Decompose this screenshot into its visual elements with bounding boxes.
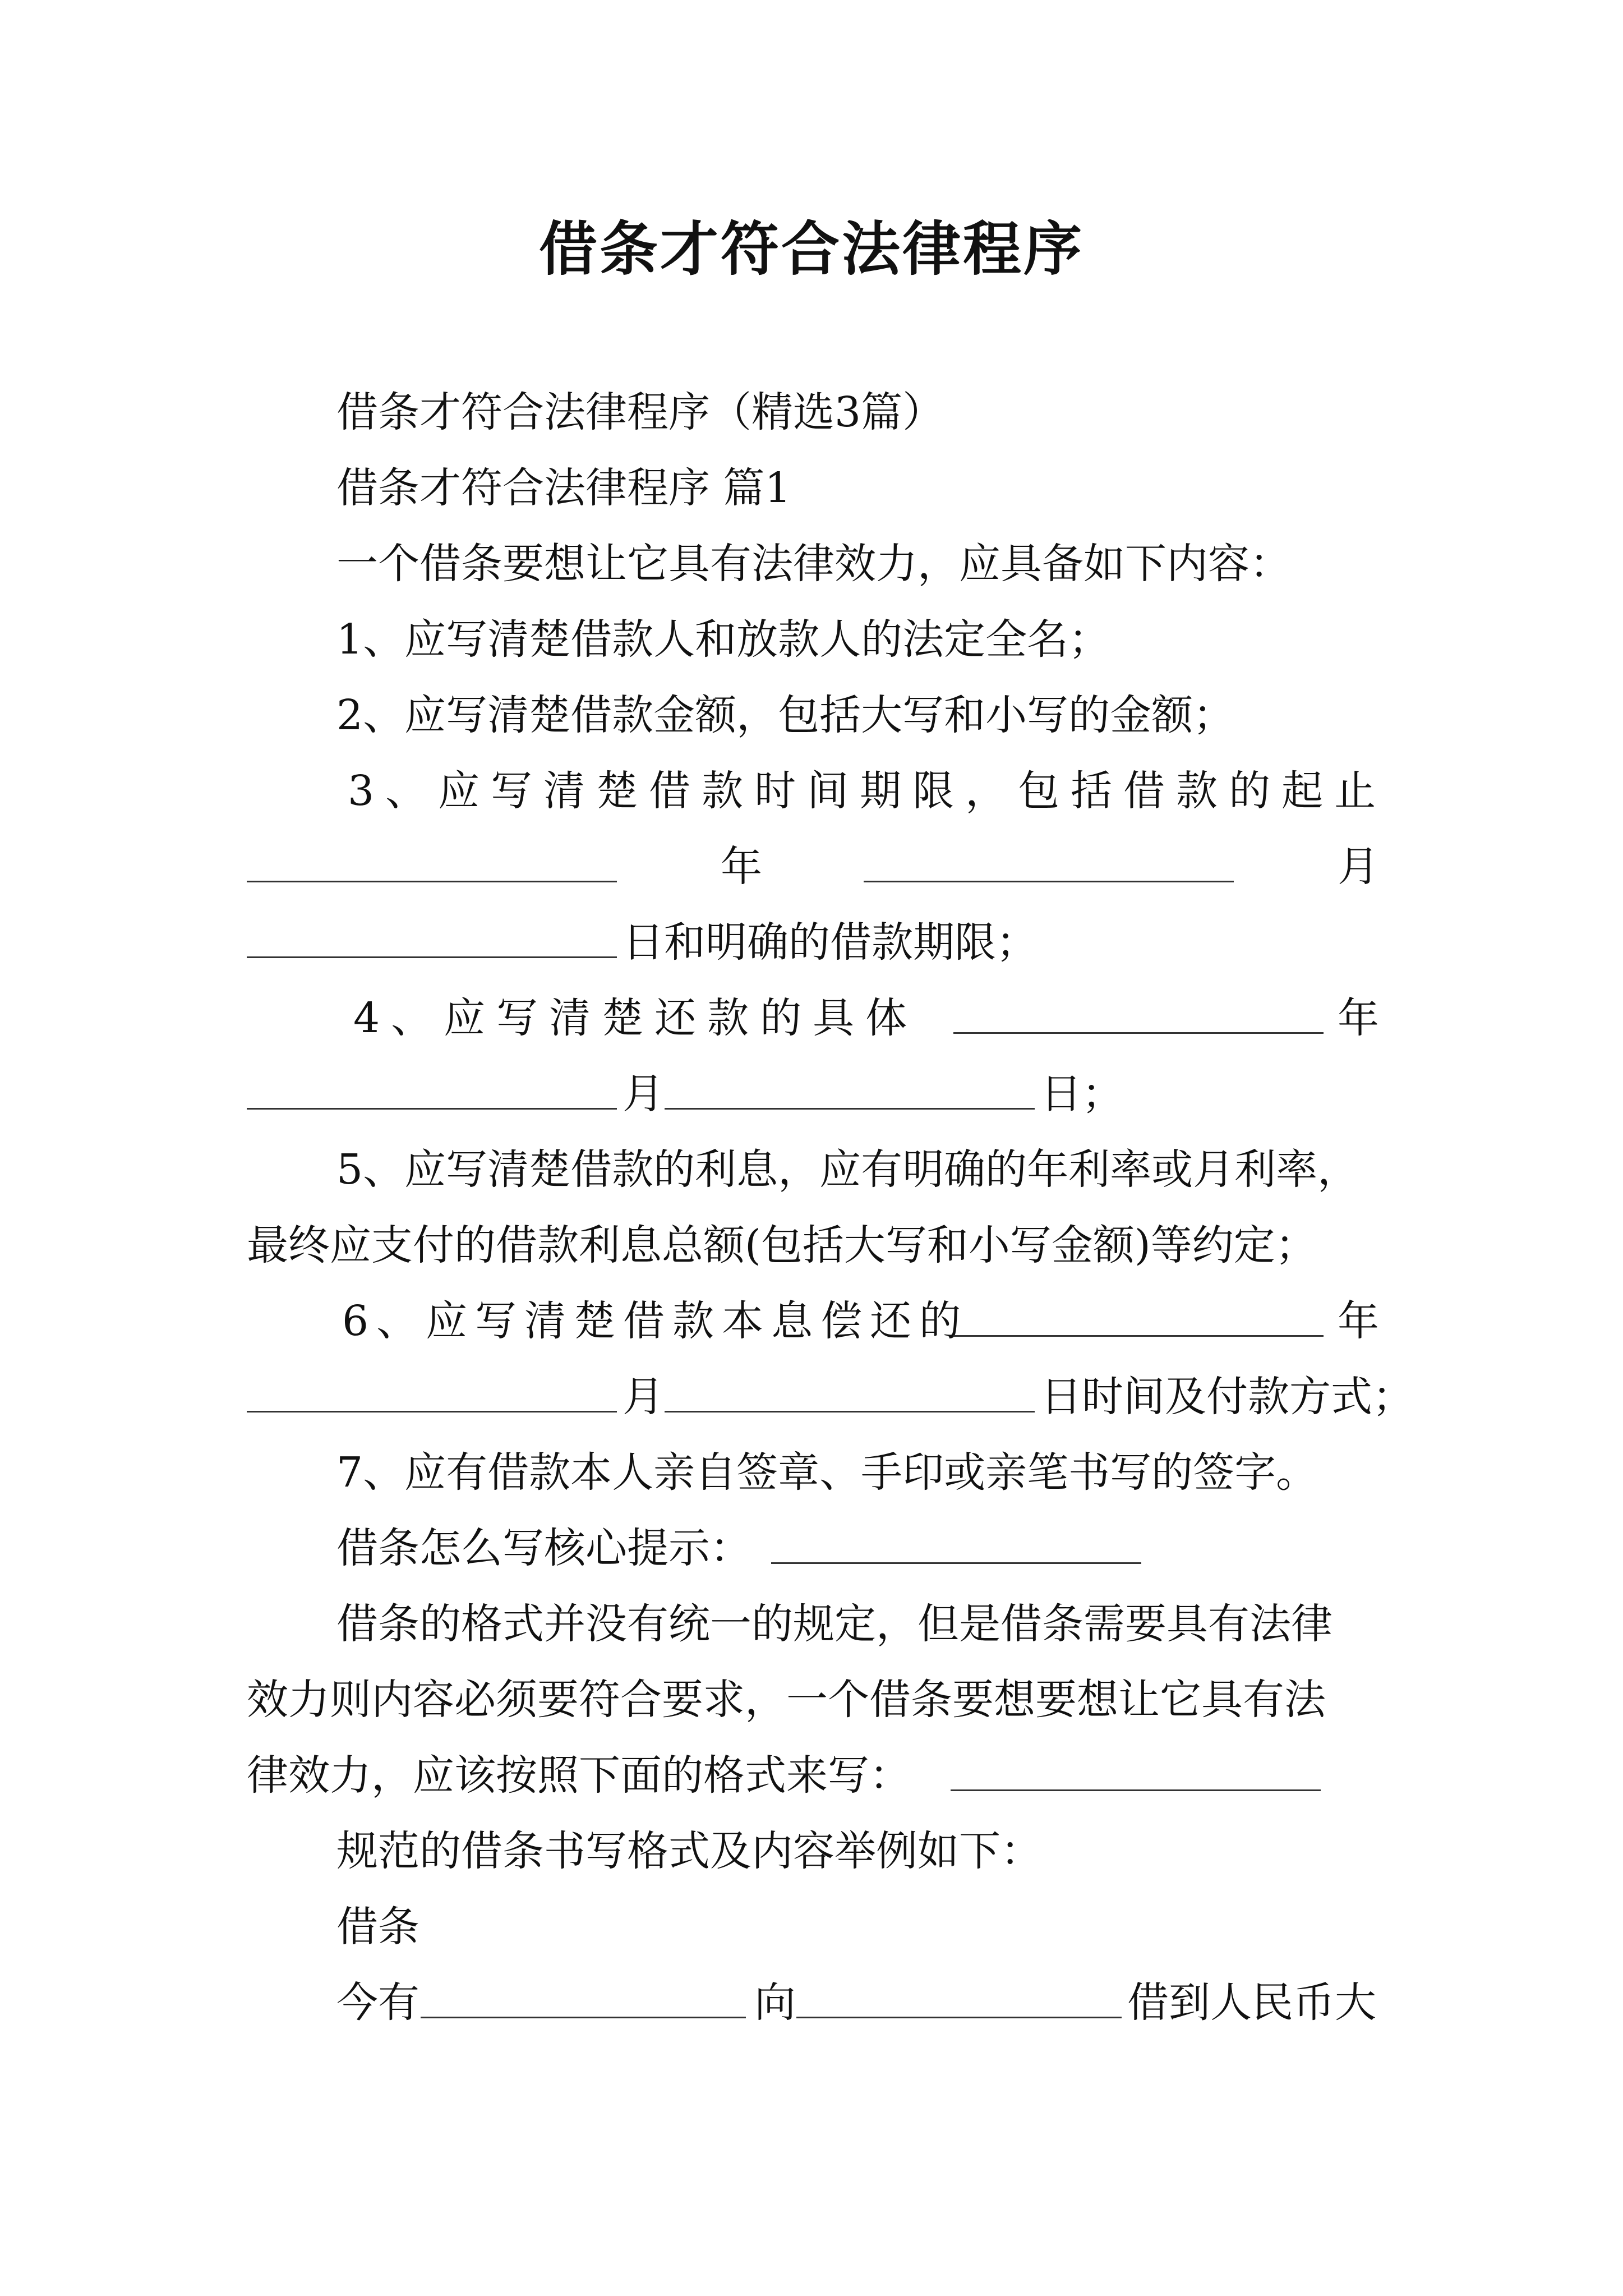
paragraph-text: 律效力，应该按照下面的格式来写：: [247, 1751, 911, 1800]
paragraph-line: [0, 1896, 1623, 1958]
blank-line: [953, 1290, 1324, 1337]
list-item: [0, 609, 1623, 670]
paragraph-text: 今有: [336, 1978, 419, 2027]
list-item-text: 2、应写清楚借款金额，包括大写和小写的金额；: [336, 691, 1235, 739]
list-item: [0, 760, 1623, 822]
list-item-text: 5、应写清楚借款的利息，应有明确的年利率或月利率，: [336, 1145, 1359, 1194]
month-label: 月: [1338, 843, 1379, 891]
list-item: [0, 1442, 1623, 1503]
paragraph-line: [0, 1517, 1623, 1579]
blank-line: [247, 1366, 617, 1412]
list-item-text: 日时间及付款方式；: [1040, 1373, 1414, 1421]
paragraph-text: 借到人民币大: [1127, 1978, 1376, 2027]
blank-line: [796, 1972, 1122, 2018]
page-title: 借条才符合法律程序: [538, 214, 1084, 283]
year-label: 年: [1338, 994, 1379, 1042]
paragraph-line: [0, 1669, 1623, 1731]
blank-line: [771, 1517, 1141, 1564]
doc-subtitle: 借条才符合法律程序（精选3篇）: [336, 388, 944, 436]
paragraph-line: [0, 1593, 1623, 1655]
list-item-text: 6、应写清楚借款本息偿还的: [342, 1297, 969, 1345]
month-label: 月: [623, 1070, 664, 1118]
month-label: 月: [623, 1373, 664, 1421]
blank-line: [247, 912, 617, 958]
year-label: 年: [721, 843, 762, 891]
blank-line: [953, 987, 1324, 1034]
paragraph-line: [0, 1745, 1623, 1806]
list-item-text: 3、应写清楚借款时间期限，包括借款的起止: [348, 767, 1387, 815]
paragraph-line: [0, 1972, 1623, 2033]
section-heading: 借条才符合法律程序 篇1: [336, 464, 791, 512]
blank-line: [247, 836, 617, 882]
list-item: [0, 912, 1623, 973]
paragraph-text: 借条怎么写核心提示：: [336, 1524, 751, 1572]
day-label: 日；: [1040, 1070, 1123, 1118]
list-item: [0, 1063, 1623, 1125]
list-item-text: 1、应写清楚借款人和放款人的法定全名；: [336, 615, 1110, 664]
paragraph-text: 规范的借条书写格式及内容举例如下：: [336, 1827, 1042, 1875]
sample-heading: 借条: [336, 1903, 419, 1951]
list-item-text: 4、应写清楚还款的具体: [353, 994, 919, 1042]
paragraph-text: 向: [754, 1978, 796, 2027]
list-item-text: 日和明确的借款期限；: [623, 918, 1038, 967]
list-item-text: 最终应支付的借款利息总额(包括大写和小写金额)等约定；: [247, 1221, 1317, 1269]
list-item: [0, 684, 1623, 746]
year-label: 年: [1338, 1297, 1379, 1345]
paragraph-line: [0, 457, 1623, 519]
paragraph-line: [0, 381, 1623, 443]
blank-line: [665, 1366, 1035, 1412]
paragraph-text: 一个借条要想让它具有法律效力，应具备如下内容：: [336, 540, 1291, 588]
blank-line: [247, 1063, 617, 1110]
paragraph-line: [0, 1820, 1623, 1882]
blank-line: [864, 836, 1234, 882]
list-item: [0, 987, 1623, 1049]
list-item: [0, 836, 1623, 898]
list-item-text: 7、应有借款本人亲自签章、手印或亲笔书写的签字。: [336, 1448, 1318, 1497]
list-item: [0, 1366, 1623, 1428]
paragraph-line: [0, 533, 1623, 595]
paragraph-text: 借条的格式并没有统一的规定，但是借条需要具有法律: [336, 1600, 1332, 1648]
blank-line: [951, 1745, 1321, 1791]
list-item: [0, 1290, 1623, 1352]
blank-line: [421, 1972, 746, 2018]
list-item: [0, 1214, 1623, 1276]
paragraph-text: 效力则内容必须要符合要求，一个借条要想要想让它具有法: [247, 1676, 1326, 1724]
blank-line: [665, 1063, 1035, 1110]
list-item: [0, 1139, 1623, 1200]
